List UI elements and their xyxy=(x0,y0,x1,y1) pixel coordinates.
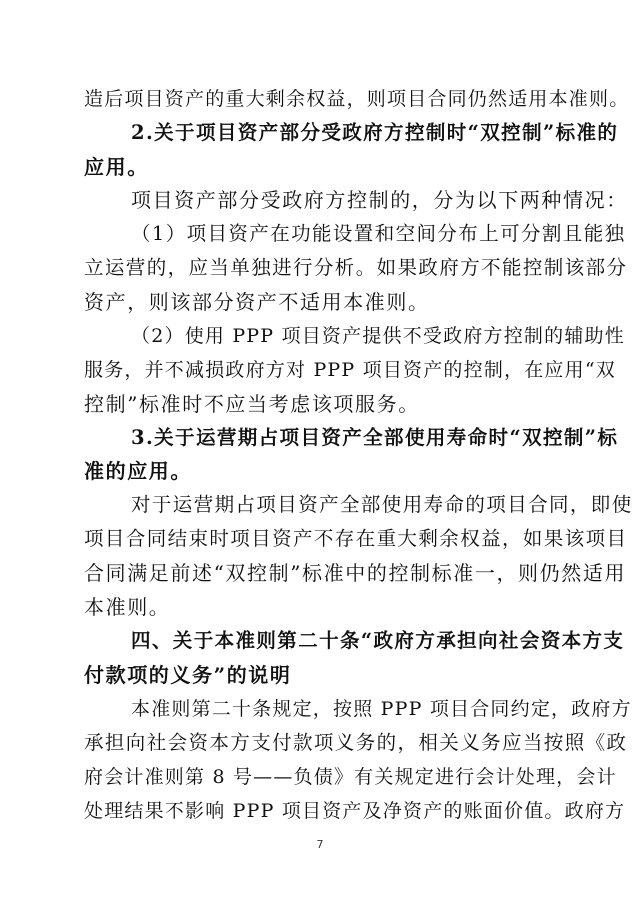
text-line: 本准则第二十条规定，按照 PPP 项目合同约定，政府方 xyxy=(131,698,632,720)
section-heading: 准的应用。 xyxy=(84,459,192,483)
text-line: 控制”标准时不应当考虑该项服务。 xyxy=(84,392,420,416)
chapter-heading: 四、关于本准则第二十条“政府方承担向社会资本方支 xyxy=(131,629,625,652)
text-line: 立运营的，应当单独进行分析。如果政府方不能控制该部分 xyxy=(84,256,628,279)
page-number: 7 xyxy=(316,838,324,851)
text-line: 处理结果不影响 PPP 项目资产及净资产的账面价值。政府方 xyxy=(84,800,626,822)
text-line: （2）使用 PPP 项目资产提供不受政府方控制的辅助性 xyxy=(131,325,625,347)
text-line: 对于运营期占项目资产全部使用寿命的项目合同，即使 xyxy=(131,493,633,516)
text-line: 项目合同结束时项目资产不存在重大剩余权益，如果该项目 xyxy=(84,527,628,550)
section-heading: 3.关于运营期占项目资产全部使用寿命时“双控制”标 xyxy=(131,426,619,449)
text-line: 造后项目资产的重大剩余权益，则项目合同仍然适用本准则。 xyxy=(84,88,630,110)
text-line: 项目资产部分受政府方控制的，分为以下两种情况： xyxy=(131,188,628,212)
text-line: 合同满足前述“双控制”标准中的控制标准一，则仍然适用 xyxy=(84,561,627,585)
text-line: 本准则。 xyxy=(84,595,171,619)
section-heading: 应用。 xyxy=(84,155,149,179)
text-line: 府会计准则第 8 号——负债》有关规定进行会计处理，会计 xyxy=(84,766,617,788)
section-heading: 2.关于项目资产部分受政府方控制时“双控制”标准的 xyxy=(131,121,619,144)
text-line: 承担向社会资本方支付款项义务的，相关义务应当按照《政 xyxy=(84,731,628,754)
text-line: 服务，并不减损政府方对 PPP 项目资产的控制，在应用“双 xyxy=(84,359,616,381)
chapter-heading: 付款项的义务”的说明 xyxy=(84,663,292,687)
text-line: （1）项目资产在功能设置和空间分布上可分割且能独 xyxy=(131,222,626,245)
text-line: 资产，则该部分资产不适用本准则。 xyxy=(84,290,430,314)
